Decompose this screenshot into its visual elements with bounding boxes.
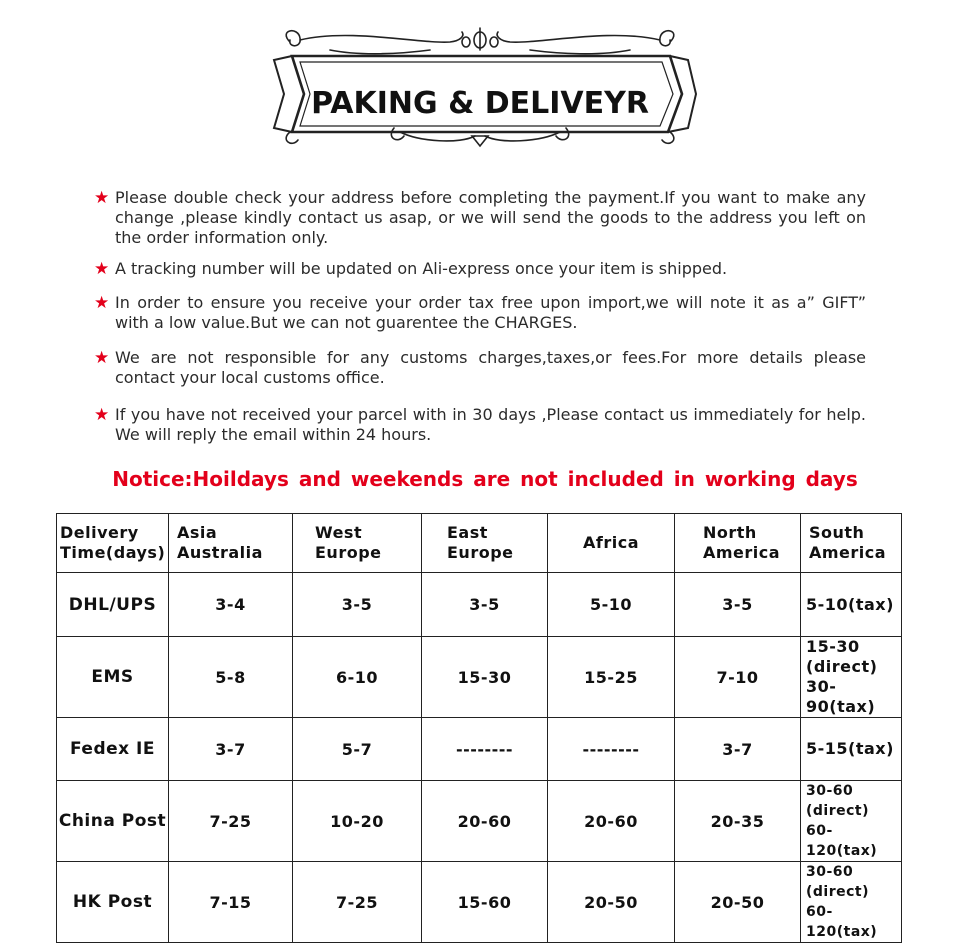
table-cell: 7-15 xyxy=(169,862,293,943)
table-cell: 5-8 xyxy=(169,637,293,718)
table-cell: 20-50 xyxy=(548,862,675,943)
star-icon: ★ xyxy=(94,293,110,313)
column-header-delivery-time: Delivery Time(days) xyxy=(57,514,169,573)
table-cell: 20-60 xyxy=(422,781,548,862)
note-text: We are not responsible for any customs charges,taxes,or fees.For more details please contact your local customs office. xyxy=(115,348,866,387)
note-text: If you have not received your parcel with in 30 days ,Please contact us immediately for help. We will reply the email within 24 hours. xyxy=(115,405,866,444)
table-cell: 3-5 xyxy=(675,573,801,637)
column-header-east-europe: East Europe xyxy=(422,514,548,573)
carrier-name: China Post xyxy=(57,781,169,862)
note-text: Please double check your address before completing the payment.If you want to make any change ,please kindly contact us asap, or we will send the goods to the address you left on the order information only. xyxy=(115,188,866,247)
table-row xyxy=(57,718,902,781)
notes-list xyxy=(94,188,866,456)
star-icon: ★ xyxy=(94,348,110,368)
column-header-south-america: South America xyxy=(801,514,902,573)
table-cell: 3-7 xyxy=(169,718,293,781)
table-row xyxy=(57,637,902,718)
table-cell: 20-60 xyxy=(548,781,675,862)
carrier-name: HK Post xyxy=(57,862,169,943)
star-icon: ★ xyxy=(94,259,110,279)
table-row xyxy=(57,573,902,637)
title-banner xyxy=(270,20,700,150)
carrier-name: EMS xyxy=(57,637,169,718)
table-cell: 3-5 xyxy=(422,573,548,637)
table-cell-south-america: 30-60 (direct) 60-120(tax) xyxy=(801,781,902,862)
notice-text: Notice:Hoildays and weekends are not included in working days xyxy=(112,467,858,491)
delivery-time-table xyxy=(56,513,902,943)
column-header-africa: Africa xyxy=(548,514,675,573)
note-address xyxy=(94,188,866,248)
table-cell: 3-4 xyxy=(169,573,293,637)
star-icon: ★ xyxy=(94,405,110,425)
carrier-name: Fedex IE xyxy=(57,718,169,781)
note-text: In order to ensure you receive your order tax free upon import,we will note it as a” GIFT” with a low value.But we can not guarentee the CHARGES. xyxy=(115,293,866,332)
table-row xyxy=(57,862,902,943)
table-cell: 7-25 xyxy=(169,781,293,862)
table-cell: -------- xyxy=(422,718,548,781)
table-cell: 3-7 xyxy=(675,718,801,781)
column-header-north-america: North America xyxy=(675,514,801,573)
column-header-asia-australia: Asia Australia xyxy=(169,514,293,573)
table-cell: 7-25 xyxy=(293,862,422,943)
note-tax xyxy=(94,293,866,333)
table-cell: 15-25 xyxy=(548,637,675,718)
table-cell-south-america: 5-10(tax) xyxy=(801,573,902,637)
table-cell: 10-20 xyxy=(293,781,422,862)
note-text: A tracking number will be updated on Ali-express once your item is shipped. xyxy=(115,259,728,278)
table-cell: 15-60 xyxy=(422,862,548,943)
table-cell: 5-10 xyxy=(548,573,675,637)
table-cell: 20-35 xyxy=(675,781,801,862)
table-cell: 7-10 xyxy=(675,637,801,718)
note-customs xyxy=(94,348,866,388)
carrier-name: DHL/UPS xyxy=(57,573,169,637)
table-cell-south-america: 30-60 (direct) 60-120(tax) xyxy=(801,862,902,943)
table-cell: -------- xyxy=(548,718,675,781)
table-cell: 5-7 xyxy=(293,718,422,781)
note-tracking xyxy=(94,259,866,279)
table-header-row xyxy=(57,514,902,573)
column-header-west-europe: West Europe xyxy=(293,514,422,573)
ornament-frame-icon xyxy=(270,20,700,150)
table-cell-south-america: 5-15(tax) xyxy=(801,718,902,781)
table-row xyxy=(57,781,902,862)
table-cell: 6-10 xyxy=(293,637,422,718)
table-cell: 20-50 xyxy=(675,862,801,943)
table-cell-south-america: 15-30 (direct) 30-90(tax) xyxy=(801,637,902,718)
table-cell: 3-5 xyxy=(293,573,422,637)
table-cell: 15-30 xyxy=(422,637,548,718)
star-icon: ★ xyxy=(94,188,110,208)
note-contact xyxy=(94,405,866,445)
page-title: PAKING & DELIVEYR xyxy=(311,86,649,121)
